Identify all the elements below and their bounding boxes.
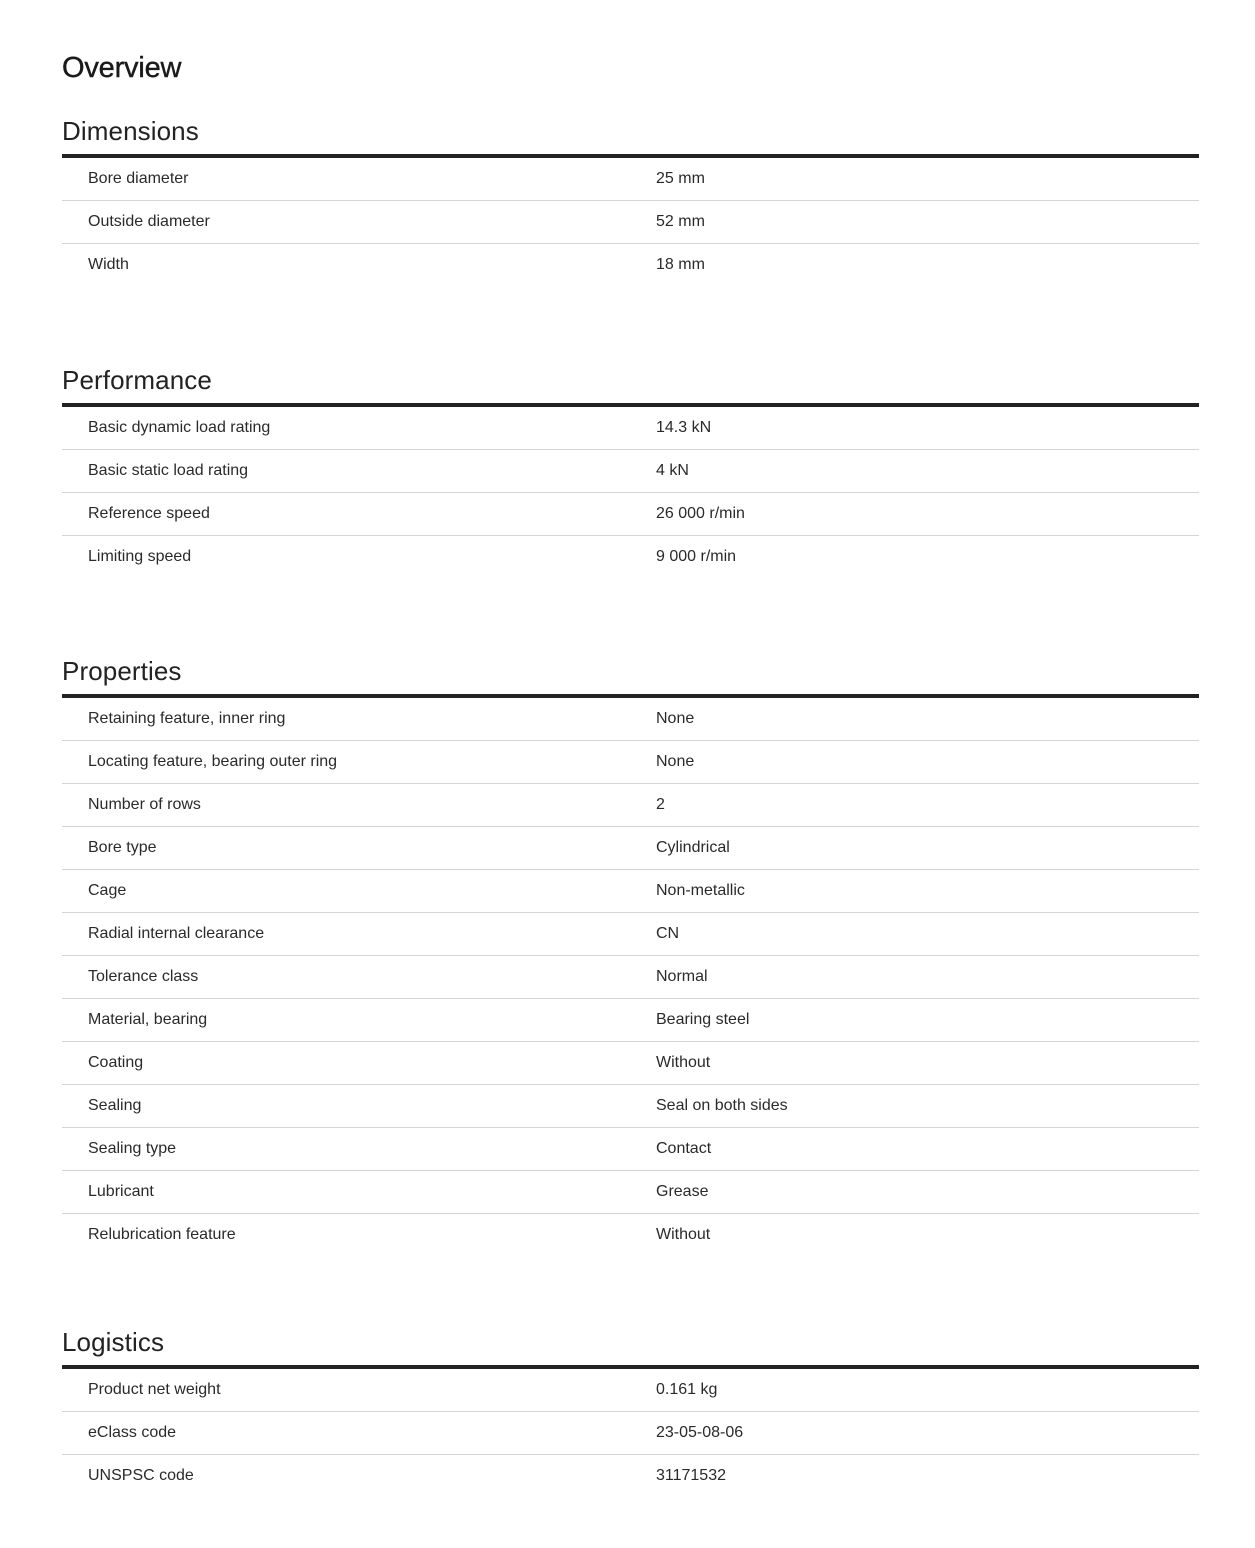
- section-logistics: [62, 1325, 1199, 1497]
- section-title: Properties: [62, 656, 182, 686]
- spec-value: 52 mm: [656, 213, 705, 230]
- spec-value: 31171532: [656, 1467, 726, 1484]
- table-row: [62, 1412, 1199, 1455]
- table-row: [62, 1085, 1199, 1128]
- spec-label: Retaining feature, inner ring: [88, 710, 286, 727]
- spec-label: Cage: [88, 882, 127, 899]
- spec-label: Tolerance class: [88, 968, 199, 985]
- spec-label: Bore diameter: [88, 170, 189, 187]
- spec-label: Width: [88, 256, 129, 273]
- table-row: [62, 244, 1199, 286]
- spec-label: Product net weight: [88, 1381, 221, 1398]
- section-dimensions: [62, 114, 1199, 286]
- spec-label: UNSPSC code: [88, 1467, 194, 1484]
- spec-value: None: [656, 753, 695, 770]
- spec-value: 23-05-08-06: [656, 1424, 744, 1441]
- spec-label: Reference speed: [88, 505, 210, 522]
- spec-value: CN: [656, 925, 680, 942]
- section-title: Logistics: [62, 1327, 165, 1357]
- spec-label: Limiting speed: [88, 548, 192, 565]
- spec-value: None: [656, 710, 695, 727]
- table-row: [62, 956, 1199, 999]
- spec-value: Bearing steel: [656, 1011, 750, 1028]
- spec-label: Lubricant: [88, 1183, 154, 1200]
- section-title: Performance: [62, 365, 212, 395]
- table-row: [62, 784, 1199, 827]
- table-row: [62, 827, 1199, 870]
- table-row: [62, 158, 1199, 201]
- spec-label: Relubrication feature: [88, 1226, 236, 1243]
- spec-value: Non-metallic: [656, 882, 745, 899]
- spec-label: Coating: [88, 1054, 144, 1071]
- table-row: [62, 1042, 1199, 1085]
- table-row: [62, 201, 1199, 244]
- table-row: [62, 1369, 1199, 1412]
- spec-value: 18 mm: [656, 256, 705, 273]
- spec-value: 14.3 kN: [656, 419, 712, 436]
- spec-value: Contact: [656, 1140, 712, 1157]
- spec-label: Locating feature, bearing outer ring: [88, 753, 338, 770]
- spec-label: Basic dynamic load rating: [88, 419, 271, 436]
- table-row: [62, 1128, 1199, 1171]
- table-row: [62, 913, 1199, 956]
- table-row: [62, 407, 1199, 450]
- table-row: [62, 870, 1199, 913]
- spec-table: [62, 694, 1199, 1256]
- spec-table: [62, 403, 1199, 578]
- table-row: [62, 493, 1199, 536]
- table-row: [62, 536, 1199, 578]
- spec-value: Without: [656, 1054, 711, 1071]
- spec-value: 2: [656, 796, 665, 813]
- table-row: [62, 1214, 1199, 1256]
- spec-label: Outside diameter: [88, 213, 210, 230]
- table-row: [62, 999, 1199, 1042]
- section-performance: [62, 363, 1199, 578]
- table-row: [62, 1455, 1199, 1497]
- spec-value: Without: [656, 1226, 711, 1243]
- spec-label: Number of rows: [88, 796, 201, 813]
- spec-value: 9 000 r/min: [656, 548, 737, 565]
- spec-value: 26 000 r/min: [656, 505, 745, 522]
- spec-label: Basic static load rating: [88, 462, 249, 479]
- spec-table: [62, 1365, 1199, 1497]
- spec-value: 25 mm: [656, 170, 705, 187]
- section-title: Dimensions: [62, 116, 199, 146]
- spec-value: 4 kN: [656, 462, 689, 479]
- spec-label: eClass code: [88, 1424, 177, 1441]
- table-row: [62, 741, 1199, 784]
- spec-value: 0.161 kg: [656, 1381, 718, 1398]
- page-title: Overview: [62, 52, 182, 84]
- spec-label: Radial internal clearance: [88, 925, 265, 942]
- spec-label: Sealing: [88, 1097, 142, 1114]
- spec-label: Sealing type: [88, 1140, 177, 1157]
- spec-label: Bore type: [88, 839, 157, 856]
- table-row: [62, 698, 1199, 741]
- spec-value: Grease: [656, 1183, 709, 1200]
- spec-label: Material, bearing: [88, 1011, 208, 1028]
- spec-value: Cylindrical: [656, 839, 730, 856]
- spec-value: Seal on both sides: [656, 1097, 788, 1114]
- section-properties: [62, 654, 1199, 1256]
- table-row: [62, 450, 1199, 493]
- table-row: [62, 1171, 1199, 1214]
- spec-value: Normal: [656, 968, 708, 985]
- spec-table: [62, 154, 1199, 286]
